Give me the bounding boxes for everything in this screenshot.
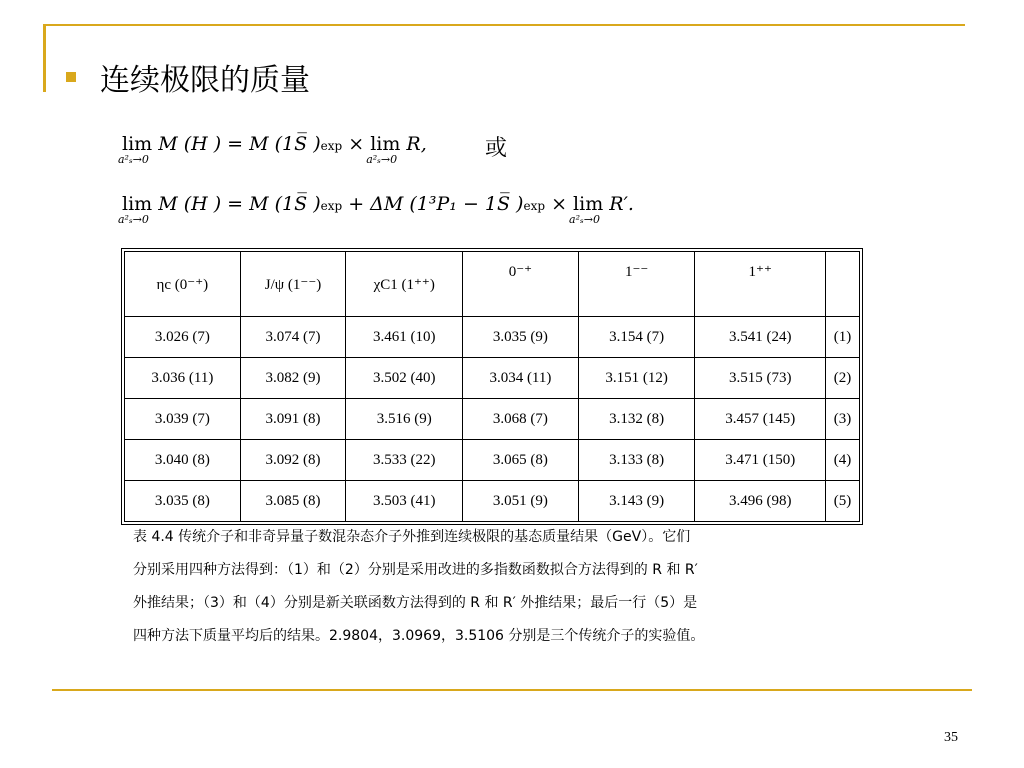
table-cell: (2) [825, 358, 859, 399]
formula-2-rhs-lim [569, 193, 604, 226]
slide-title: 连续极限的质量 [100, 63, 310, 98]
table-cell: 3.092 (8) [240, 440, 346, 481]
table-cell: 3.541 (24) [695, 317, 826, 358]
formula-2-lim: lim a²ₛ→0 [118, 193, 153, 226]
formula-1-times: × [348, 133, 365, 155]
header-0mp: 0⁻⁺ [463, 252, 579, 317]
formula-2-lhs: M (H ) = M (1S̅ ) [158, 193, 321, 215]
table-row [125, 440, 860, 481]
header-1mm: 1⁻⁻ [578, 252, 695, 317]
table-cell: 3.154 (7) [578, 317, 695, 358]
table-cell: 3.082 (9) [240, 358, 346, 399]
formula-1-rhs-lim-sub: a²ₛ→0 [366, 153, 398, 166]
table-cell: 3.151 (12) [578, 358, 695, 399]
formula-1-rhs-lim [366, 133, 401, 166]
formula-2-mid: + ΔM (1³P₁ − 1S̅ ) [348, 193, 524, 215]
table-cell: (5) [825, 481, 859, 522]
table-cell: 3.065 (8) [463, 440, 579, 481]
formula-2-exp2: exp [523, 199, 546, 213]
table-cell: 3.457 (145) [695, 399, 826, 440]
formula-1-lim-sub: a²ₛ→0 [118, 153, 149, 166]
table-cell: 3.132 (8) [578, 399, 695, 440]
formula-1 [118, 133, 427, 166]
header-1pp: 1⁺⁺ [695, 252, 826, 317]
header-j-psi: J/ψ (1⁻⁻) [240, 252, 346, 317]
table-cell: 3.133 (8) [578, 440, 695, 481]
formula-1-exp: exp [320, 139, 343, 153]
table-cell: 3.515 (73) [695, 358, 826, 399]
formula-1-rhs-lim-word: lim [370, 133, 401, 155]
table-cell: 3.461 (10) [346, 317, 463, 358]
table-cell: 3.471 (150) [695, 440, 826, 481]
table-cell: 3.035 (8) [125, 481, 241, 522]
formula-2-times: × [551, 193, 567, 215]
formula-2-rhs-lim-sub: a²ₛ→0 [569, 213, 600, 226]
table-cell: (3) [825, 399, 859, 440]
table-cell: 3.516 (9) [346, 399, 463, 440]
bottom-rule [52, 689, 972, 691]
table-cell: 3.036 (11) [125, 358, 241, 399]
table-row [125, 481, 860, 522]
formula-2 [118, 193, 634, 226]
table-cell: 3.091 (8) [240, 399, 346, 440]
or-label: 或 [485, 136, 508, 161]
table-cell: 3.503 (41) [346, 481, 463, 522]
table-cell: 3.074 (7) [240, 317, 346, 358]
table-cell: (1) [825, 317, 859, 358]
mass-results-table [124, 251, 860, 522]
table-row [125, 317, 860, 358]
caption-line-4: 四种方法下质量平均后的结果。2.9804，3.0969，3.5106 分别是三个传统介子的实验值。 [133, 628, 705, 644]
header-chi-c1: χC1 (1⁺⁺) [346, 252, 463, 317]
table-caption [133, 521, 858, 653]
formula-1-lhs: M (H ) = M (1S̅ ) [158, 133, 321, 155]
formula-2-lim-sub: a²ₛ→0 [118, 213, 149, 226]
table-row [125, 399, 860, 440]
table-cell: 3.533 (22) [346, 440, 463, 481]
page-number: 35 [944, 730, 958, 745]
formula-2-rhs: R′. [609, 193, 634, 215]
top-rule [43, 24, 965, 26]
table-cell: 3.039 (7) [125, 399, 241, 440]
table-cell: 3.502 (40) [346, 358, 463, 399]
formula-1-lim: lim a²ₛ→0 [118, 133, 153, 166]
formula-2-rhs-lim-word: lim [573, 193, 604, 215]
table-cell: 3.040 (8) [125, 440, 241, 481]
header-eta-c: ηc (0⁻⁺) [125, 252, 241, 317]
formula-1-rhs: R, [406, 133, 427, 155]
table-row [125, 358, 860, 399]
table-cell: 3.068 (7) [463, 399, 579, 440]
table-cell: 3.035 (9) [463, 317, 579, 358]
caption-line-2: 分别采用四种方法得到：（1）和（2）分别是采用改进的多指数函数拟合方法得到的 R 和 R′ [133, 562, 698, 578]
table-cell: 3.051 (9) [463, 481, 579, 522]
formula-2-exp1: exp [320, 199, 343, 213]
caption-line-1: 表 4.4 传统介子和非奇异量子数混杂态介子外推到连续极限的基态质量结果（GeV）。它们 [133, 529, 691, 545]
table-cell: 3.496 (98) [695, 481, 826, 522]
table-header-row [125, 252, 860, 317]
table-cell: (4) [825, 440, 859, 481]
left-accent-bar [43, 26, 46, 92]
table-cell: 3.085 (8) [240, 481, 346, 522]
header-method [825, 252, 859, 317]
table-cell: 3.143 (9) [578, 481, 695, 522]
title-bullet-icon [66, 72, 76, 82]
caption-line-3: 外推结果；（3）和（4）分别是新关联函数方法得到的 R 和 R′ 外推结果；最后一行（5）是 [133, 595, 698, 611]
table-cell: 3.034 (11) [463, 358, 579, 399]
table-cell: 3.026 (7) [125, 317, 241, 358]
